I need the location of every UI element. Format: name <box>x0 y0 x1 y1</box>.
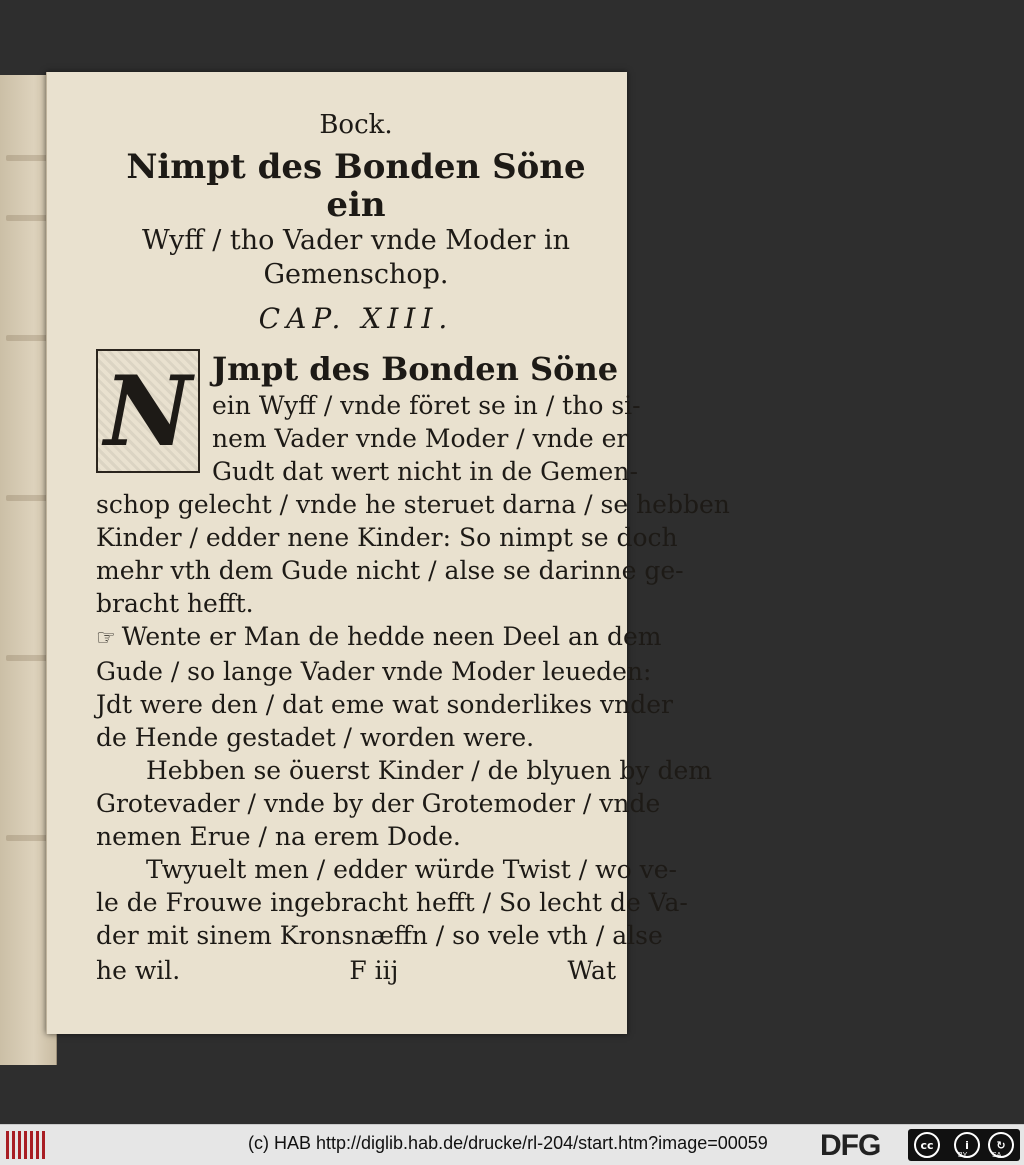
text-line: mehr vth dem Gude nicht / alse se darinne ge- <box>96 556 684 585</box>
text-line: Twyuelt men / edder würde Twist / wo ve- <box>146 855 677 884</box>
footer-bar <box>0 1124 1024 1165</box>
catchword: Wat <box>567 956 616 985</box>
text-line: Hebben se öuerst Kinder / de blyuen by dem <box>146 756 712 785</box>
text-span: Wente er Man de hedde neen Deel an dem <box>121 622 662 651</box>
text-line: Grotevader / vnde by der Grotemoder / vnde <box>96 789 661 818</box>
chapter-title: Nimpt des Bonden Söne ein <box>126 147 586 225</box>
decorated-initial: N <box>96 349 200 473</box>
library-logo-icon <box>6 1131 46 1159</box>
text-line: Kinder / edder nene Kinder: So nimpt se doch <box>96 523 678 552</box>
citation-link[interactable]: (c) HAB http://diglib.hab.de/drucke/rl-204/start.htm?image=00059 <box>248 1133 768 1153</box>
chapter-subtitle-line: Wyff / tho Vader vnde Moder in <box>142 225 570 256</box>
bleed-through-mark <box>6 495 50 501</box>
cc-icon: cc <box>914 1132 940 1158</box>
signature-mark: F iij <box>349 956 399 985</box>
text-line: bracht hefft. <box>96 589 254 618</box>
paragraph-1 <box>96 349 730 620</box>
text-line <box>96 620 662 655</box>
text-line: schop gelecht / vnde he steruet darna / se hebben <box>96 490 730 519</box>
text-line: nemen Erue / na erem Dode. <box>96 822 461 851</box>
text-line: Jdt were den / dat eme wat sonderlikes vnder <box>96 690 673 719</box>
sa-icon: ↻ <box>988 1132 1014 1158</box>
running-head: Bock. <box>319 110 393 140</box>
first-line: Jmpt des Bonden Söne <box>212 350 619 388</box>
text-line: le de Frouwe ingebracht hefft / So lecht de Va- <box>96 888 688 917</box>
pointing-hand-icon: ☞ <box>96 626 116 651</box>
bleed-through-mark <box>6 335 50 341</box>
dfg-logo: DFG <box>820 1129 881 1162</box>
text-line: ein Wyff / vnde föret se in / tho si- <box>212 391 641 420</box>
bleed-through-mark <box>6 655 50 661</box>
text-line: de Hende gestadet / worden were. <box>96 723 535 752</box>
by-label: BY <box>958 1152 968 1159</box>
paragraph-3 <box>96 754 712 853</box>
text-line-end: he wil. <box>96 956 181 985</box>
chapter-subtitle-line: Gemenschop. <box>263 259 449 290</box>
license-badge[interactable] <box>908 1129 1020 1161</box>
by-icon: i <box>954 1132 980 1158</box>
paragraph-4 <box>96 853 688 952</box>
catchline <box>96 954 616 987</box>
sa-label: SA <box>992 1152 1002 1159</box>
text-line: der mit sinem Kronsnæffn / so vele vth / alse <box>96 921 663 950</box>
text-line: Gudt dat wert nicht in de Gemen- <box>212 457 638 486</box>
bleed-through-mark <box>6 835 50 841</box>
chapter-number: CAP. XIII. <box>258 302 454 335</box>
page-text <box>96 110 730 987</box>
text-line: Gude / so lange Vader vnde Moder leueden: <box>96 657 652 686</box>
bleed-through-mark <box>6 215 50 221</box>
bleed-through-mark <box>6 155 50 161</box>
text-line: nem Vader vnde Moder / vnde er <box>212 424 629 453</box>
paragraph-2 <box>96 620 673 754</box>
